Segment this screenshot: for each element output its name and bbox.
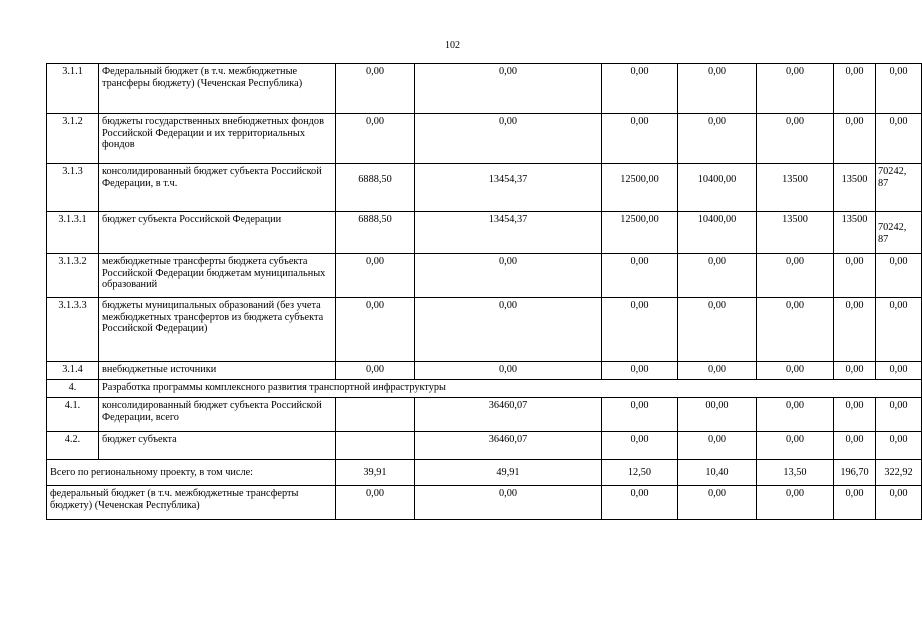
row-code: 3.1.2 xyxy=(47,114,99,164)
row-name: бюджет субъекта Российской Федерации xyxy=(99,212,336,254)
page-number: 102 xyxy=(445,40,460,51)
row-code: 3.1.3 xyxy=(47,164,99,212)
value-cell xyxy=(336,432,415,460)
value-cell: 49,91 xyxy=(415,460,602,486)
value-cell: 10400,00 xyxy=(678,164,757,212)
value-cell: 13500 xyxy=(834,164,876,212)
value-cell: 0,00 xyxy=(876,64,922,114)
value-cell: 13454,37 xyxy=(415,164,602,212)
value-cell: 0,00 xyxy=(876,254,922,298)
value-cell: 13500 xyxy=(757,164,834,212)
value-cell: 0,00 xyxy=(876,432,922,460)
table-row xyxy=(47,298,922,362)
value-cell: 0,00 xyxy=(336,362,415,380)
table-row xyxy=(47,362,922,380)
value-cell: 00,00 xyxy=(678,398,757,432)
section-title: Разработка программы комплексного развития транспортной инфраструктуры xyxy=(99,380,922,398)
value-cell: 0,00 xyxy=(415,298,602,362)
value-cell: 0,00 xyxy=(602,486,678,520)
row-code: 3.1.3.1 xyxy=(47,212,99,254)
value-cell: 0,00 xyxy=(415,64,602,114)
value-cell: 6888,50 xyxy=(336,164,415,212)
value-cell: 0,00 xyxy=(415,362,602,380)
row-name: бюджеты муниципальных образований (без учета межбюджетных трансфертов из бюджета субъекта Российской Федерации) xyxy=(99,298,336,362)
value-cell: 70242, 87 xyxy=(876,212,922,254)
value-cell: 0,00 xyxy=(336,254,415,298)
budget-table xyxy=(46,63,922,520)
value-cell: 0,00 xyxy=(834,298,876,362)
value-cell: 0,00 xyxy=(602,362,678,380)
value-cell: 70242, 87 xyxy=(876,164,922,212)
value-cell: 12,50 xyxy=(602,460,678,486)
value-cell: 0,00 xyxy=(757,254,834,298)
table-row xyxy=(47,212,922,254)
value-cell: 6888,50 xyxy=(336,212,415,254)
value-cell: 0,00 xyxy=(602,114,678,164)
table-row xyxy=(47,64,922,114)
value-cell: 0,00 xyxy=(602,398,678,432)
value-cell: 0,00 xyxy=(602,298,678,362)
value-cell: 0,00 xyxy=(678,64,757,114)
value-cell: 12500,00 xyxy=(602,212,678,254)
row-code: 3.1.3.3 xyxy=(47,298,99,362)
value-cell: 10,40 xyxy=(678,460,757,486)
row-code: 3.1.3.2 xyxy=(47,254,99,298)
value-cell: 0,00 xyxy=(678,486,757,520)
value-cell: 13500 xyxy=(757,212,834,254)
value-cell: 0,00 xyxy=(678,298,757,362)
row-code: 4.1. xyxy=(47,398,99,432)
section-row xyxy=(47,380,922,398)
value-cell: 0,00 xyxy=(834,114,876,164)
table-row xyxy=(47,254,922,298)
value-cell: 0,00 xyxy=(834,486,876,520)
value-cell: 39,91 xyxy=(336,460,415,486)
value-cell: 0,00 xyxy=(678,254,757,298)
value-cell: 13454,37 xyxy=(415,212,602,254)
value-cell: 0,00 xyxy=(678,362,757,380)
table-row xyxy=(47,164,922,212)
row-name: бюджеты государственных внебюджетных фондов Российской Федерации и их территориальных фондов xyxy=(99,114,336,164)
total-label: Всего по региональному проекту, в том числе: xyxy=(47,460,336,486)
value-cell: 0,00 xyxy=(415,254,602,298)
row-code: 3.1.1 xyxy=(47,64,99,114)
value-cell: 36460,07 xyxy=(415,432,602,460)
value-cell: 13,50 xyxy=(757,460,834,486)
value-cell: 0,00 xyxy=(678,432,757,460)
row-code: 3.1.4 xyxy=(47,362,99,380)
value-cell: 0,00 xyxy=(876,362,922,380)
value-cell: 0,00 xyxy=(602,254,678,298)
row-name: межбюджетные трансферты бюджета субъекта Российской Федерации бюджетам муниципальных образований xyxy=(99,254,336,298)
value-cell: 0,00 xyxy=(876,114,922,164)
value-cell: 0,00 xyxy=(757,486,834,520)
row-name: консолидированный бюджет субъекта Российской Федерации, в т.ч. xyxy=(99,164,336,212)
value-cell: 0,00 xyxy=(876,298,922,362)
value-cell: 12500,00 xyxy=(602,164,678,212)
value-cell: 0,00 xyxy=(678,114,757,164)
value-cell: 13500 xyxy=(834,212,876,254)
value-cell: 0,00 xyxy=(336,486,415,520)
value-cell: 196,70 xyxy=(834,460,876,486)
value-cell: 322,92 xyxy=(876,460,922,486)
row-name: бюджет субъекта xyxy=(99,432,336,460)
value-cell: 0,00 xyxy=(834,64,876,114)
value-cell: 36460,07 xyxy=(415,398,602,432)
value-cell: 0,00 xyxy=(876,486,922,520)
value-cell: 0,00 xyxy=(336,64,415,114)
value-cell: 0,00 xyxy=(602,432,678,460)
value-cell: 0,00 xyxy=(834,432,876,460)
section-code: 4. xyxy=(47,380,99,398)
value-cell: 0,00 xyxy=(602,64,678,114)
value-cell: 0,00 xyxy=(757,398,834,432)
value-cell: 0,00 xyxy=(336,298,415,362)
row-code: 4.2. xyxy=(47,432,99,460)
value-cell: 0,00 xyxy=(757,114,834,164)
value-cell: 0,00 xyxy=(834,398,876,432)
table-row xyxy=(47,398,922,432)
value-cell: 0,00 xyxy=(757,432,834,460)
row-name: Федеральный бюджет (в т.ч. межбюджетные трансферы бюджету) (Чеченская Республика) xyxy=(99,64,336,114)
value-cell: 0,00 xyxy=(876,398,922,432)
value-cell: 0,00 xyxy=(415,486,602,520)
table-row xyxy=(47,114,922,164)
total-row xyxy=(47,460,922,486)
row-name: внебюджетные источники xyxy=(99,362,336,380)
value-cell: 0,00 xyxy=(415,114,602,164)
value-cell: 0,00 xyxy=(757,362,834,380)
value-cell: 0,00 xyxy=(757,298,834,362)
federal-row xyxy=(47,486,922,520)
federal-label: федеральный бюджет (в т.ч. межбюджетные трансферты бюджету) (Чеченская Республика) xyxy=(47,486,336,520)
row-name: консолидированный бюджет субъекта Российской Федерации, всего xyxy=(99,398,336,432)
value-cell: 0,00 xyxy=(834,254,876,298)
table-row xyxy=(47,432,922,460)
value-cell xyxy=(336,398,415,432)
value-cell: 0,00 xyxy=(757,64,834,114)
value-cell: 10400,00 xyxy=(678,212,757,254)
value-cell: 0,00 xyxy=(834,362,876,380)
value-cell: 0,00 xyxy=(336,114,415,164)
